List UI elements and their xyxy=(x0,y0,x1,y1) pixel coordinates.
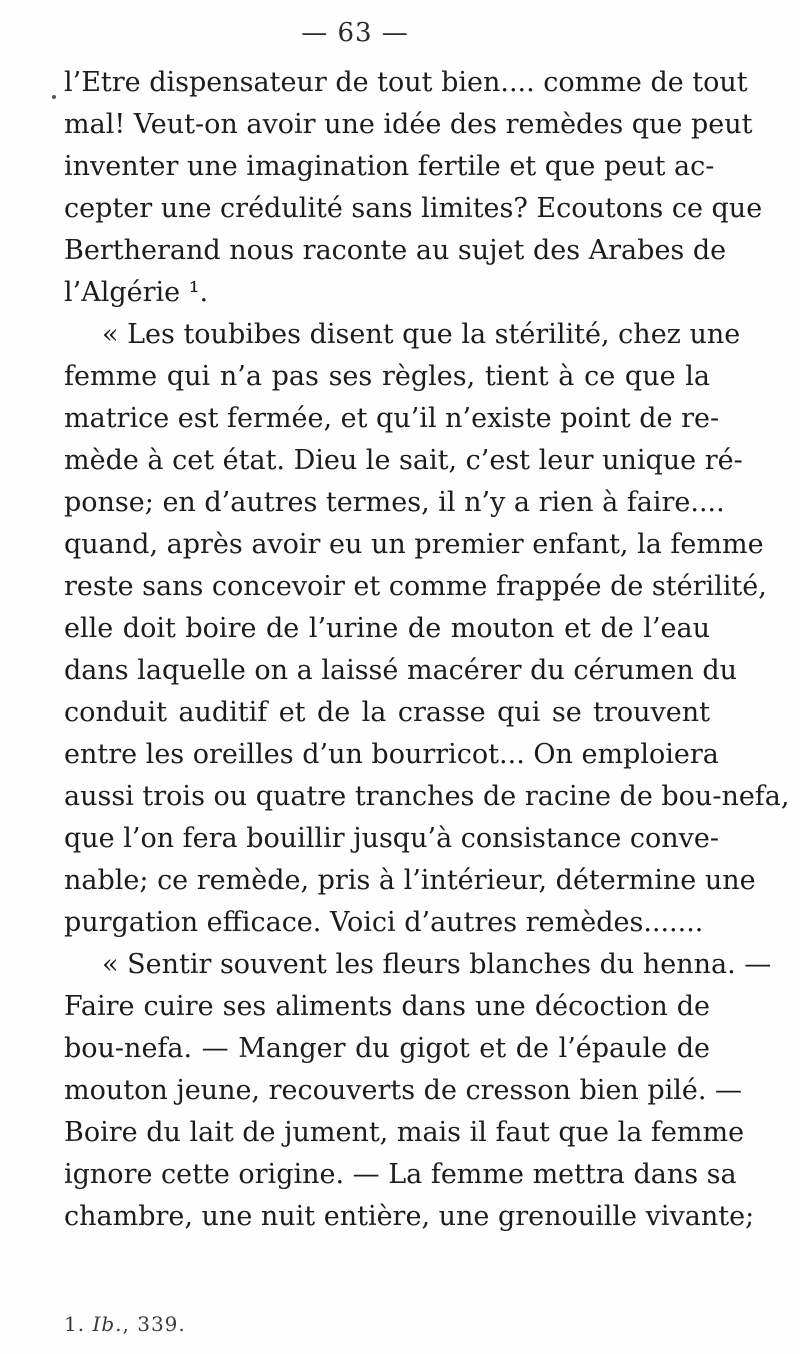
text-line: ponse; en d’autres termes, il n’y a rien à faire.... xyxy=(64,487,725,518)
text-line: entre les oreilles d’un bourricot... On emploiera xyxy=(64,739,719,770)
text-line: aussi trois ou quatre tranches de racine de bou-nefa, xyxy=(64,781,790,812)
text-line: Boire du lait de jument, mais il faut que la femme xyxy=(64,1117,745,1148)
text-line: ignore cette origine. — La femme mettra dans sa xyxy=(64,1159,737,1190)
footnote-reference: Ib. xyxy=(92,1312,123,1336)
margin-mark xyxy=(52,95,56,99)
text-line: quand, après avoir eu un premier enfant, la femme xyxy=(64,529,764,560)
page-number: — 63 — xyxy=(301,18,409,48)
text-line: l’Etre dispensateur de tout bien.... comme de tout xyxy=(64,67,748,98)
text-line: « Sentir souvent les fleurs blanches du henna. — xyxy=(102,949,772,980)
text-line: cepter une crédulité sans limites? Ecoutons ce que xyxy=(64,193,763,224)
footnote-page: , 339. xyxy=(122,1312,186,1336)
text-line: nable; ce remède, pris à l’intérieur, détermine une xyxy=(64,865,756,896)
text-line: elle doit boire de l’urine de mouton et de l’eau xyxy=(64,613,710,644)
text-line: inventer une imagination fertile et que peut ac- xyxy=(64,151,715,182)
text-line: que l’on fera bouillir jusqu’à consistance conve- xyxy=(64,823,720,854)
text-line: bou-nefa. — Manger du gigot et de l’épaule de xyxy=(64,1033,710,1064)
text-line: « Les toubibes disent que la stérilité, chez une xyxy=(102,319,741,350)
text-line: mouton jeune, recouverts de cresson bien pilé. — xyxy=(64,1075,743,1106)
text-line: l’Algérie ¹. xyxy=(64,277,209,308)
footnote-number: 1. xyxy=(64,1312,86,1336)
text-line: Faire cuire ses aliments dans une décoction de xyxy=(64,991,710,1022)
text-line: reste sans concevoir et comme frappée de stérilité, xyxy=(64,571,767,602)
text-line: dans laquelle on a laissé macérer du cérumen du xyxy=(64,655,738,686)
text-line: purgation efficace. Voici d’autres remèdes....... xyxy=(64,907,704,938)
text-line: Bertherand nous raconte au sujet des Arabes de xyxy=(64,235,727,266)
text-line: conduit auditif et de la crasse qui se trouvent xyxy=(64,697,710,728)
text-line: mal! Veut-on avoir une idée des remèdes que peut xyxy=(64,109,753,140)
text-line: femme qui n’a pas ses règles, tient à ce que la xyxy=(64,361,710,392)
text-line: mède à cet état. Dieu le sait, c’est leur unique ré- xyxy=(64,445,743,476)
body-text xyxy=(64,62,790,1238)
footnote xyxy=(64,1312,186,1336)
text-line: matrice est fermée, et qu’il n’existe point de re- xyxy=(64,403,720,434)
text-line: chambre, une nuit entière, une grenouille vivante; xyxy=(64,1201,755,1232)
